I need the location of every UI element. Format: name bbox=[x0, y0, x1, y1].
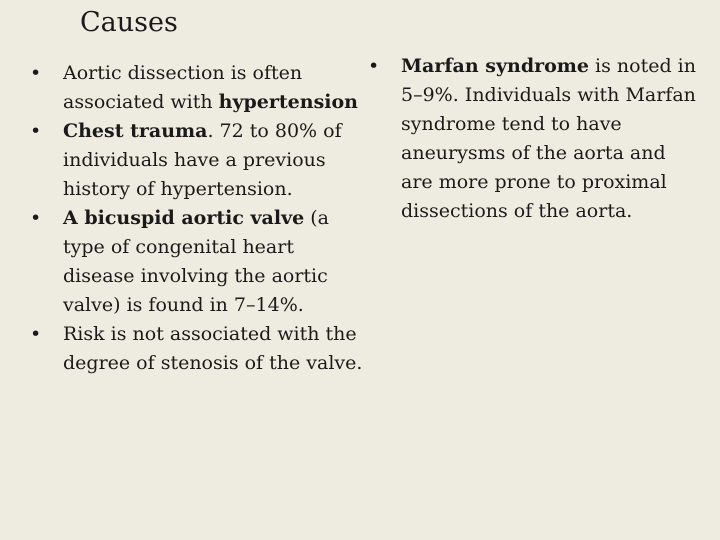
bullet-text: (a type of congenital heart disease involving the aortic valve) is found in 7–14%. bbox=[63, 207, 329, 316]
bullet-marker: • bbox=[30, 207, 42, 229]
bullet-bold-text: A bicuspid aortic valve bbox=[63, 207, 305, 229]
bullet-bold-text: Chest trauma bbox=[63, 120, 208, 142]
bullet-item bbox=[30, 320, 370, 378]
bullet-marker: • bbox=[30, 62, 42, 84]
bullet-text: Risk is not associated with the degree of stenosis of the valve. bbox=[63, 323, 363, 374]
bullet-marker: • bbox=[30, 120, 42, 142]
bullet-item bbox=[30, 204, 370, 320]
slide-title: Causes bbox=[80, 7, 178, 38]
bullet-item bbox=[30, 59, 370, 117]
bullet-marker: • bbox=[368, 55, 380, 77]
bullet-bold-text: Marfan syndrome bbox=[401, 55, 589, 77]
bullet-text: is noted in 5–9%. Individuals with Marfan syndrome tend to have aneurysms of the aorta and are more prone to proximal dissections of the aorta. bbox=[401, 55, 696, 222]
left-bullet-list bbox=[30, 59, 370, 378]
bullet-text: . 72 to 80% of individuals have a previous history of hypertension. bbox=[63, 120, 342, 200]
right-bullet-list bbox=[368, 52, 698, 226]
bullet-text: Aortic dissection is often associated with bbox=[63, 62, 303, 113]
bullet-bold-text: hypertension bbox=[218, 91, 358, 113]
bullet-item bbox=[30, 117, 370, 204]
bullet-marker: • bbox=[30, 323, 42, 345]
bullet-item bbox=[368, 52, 698, 226]
